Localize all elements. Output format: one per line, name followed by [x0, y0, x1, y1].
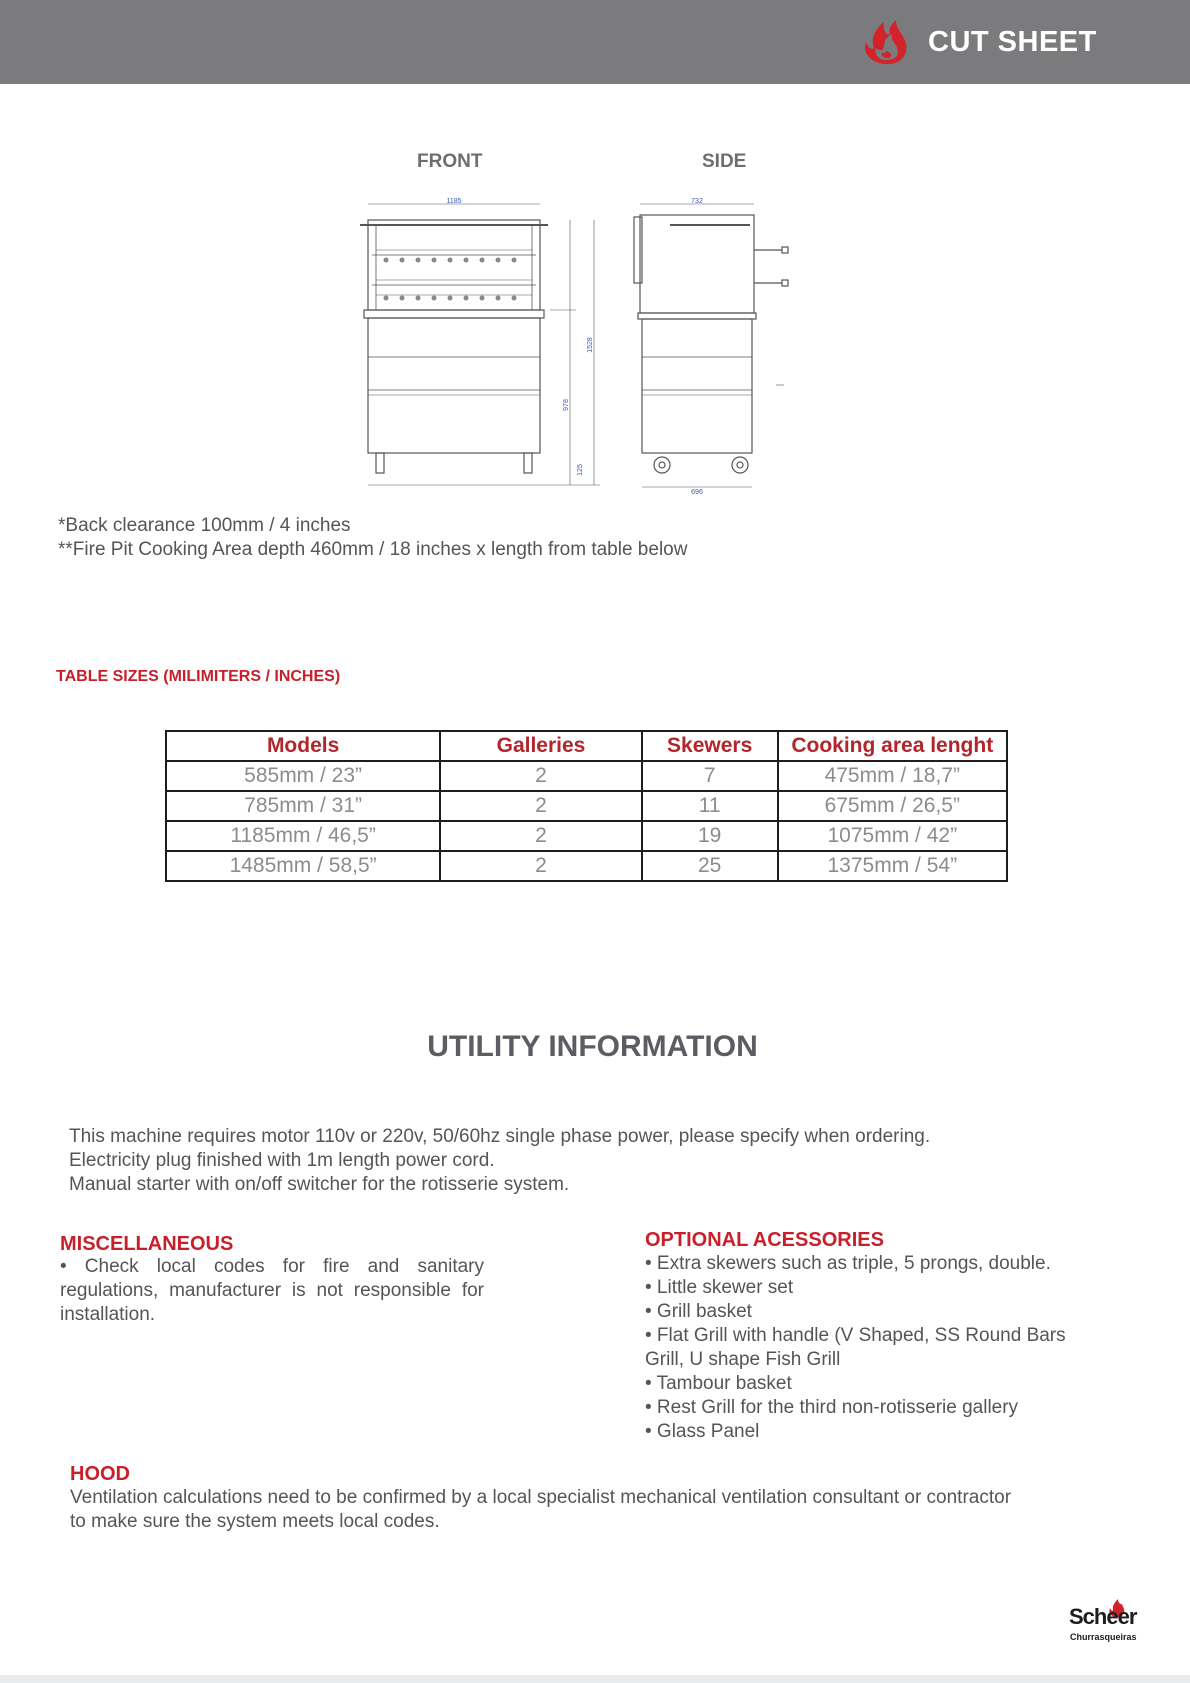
cell-galleries: 2 — [440, 821, 642, 851]
sizes-table — [165, 730, 1008, 882]
table-row — [166, 791, 1007, 821]
cell-skewers: 25 — [642, 851, 778, 881]
grill-technical-drawing — [350, 195, 820, 495]
header-skewers: Skewers — [642, 731, 778, 761]
utility-line: Electricity plug finished with 1m length power cord. — [69, 1150, 495, 1171]
dim-front-height: 1528 — [587, 337, 594, 353]
cell-skewers: 7 — [642, 761, 778, 791]
note-back-clearance: *Back clearance 100mm / 4 inches — [58, 515, 351, 536]
logo-name: Scheer — [1069, 1604, 1137, 1629]
cell-galleries: 2 — [440, 851, 642, 881]
page-title: CUT SHEET — [928, 26, 1097, 58]
list-item: • Rest Grill for the third non-rotisserie gallery — [645, 1397, 1019, 1418]
list-item: Grill, U shape Fish Grill — [645, 1349, 841, 1370]
hood-line: Ventilation calculations need to be confirmed by a local specialist mechanical ventilation consultant or contractor — [70, 1487, 1012, 1508]
list-item: • Tambour basket — [645, 1373, 792, 1394]
utility-line: This machine requires motor 110v or 220v, 50/60hz single phase power, please specify when ordering. — [69, 1126, 931, 1147]
cell-cooking-area: 475mm / 18,7” — [778, 761, 1007, 791]
utility-line: Manual starter with on/off switcher for the rotisserie system. — [69, 1174, 570, 1195]
cell-cooking-area: 1375mm / 54” — [778, 851, 1007, 881]
optional-list — [645, 1252, 1066, 1444]
hood-text — [70, 1486, 1011, 1534]
table-row — [166, 851, 1007, 881]
dim-side-bottom: 696 — [691, 489, 703, 495]
list-item: • Extra skewers such as triple, 5 prongs, double. — [645, 1253, 1051, 1274]
cell-skewers: 19 — [642, 821, 778, 851]
cell-galleries: 2 — [440, 791, 642, 821]
dim-front-width: 1185 — [446, 198, 462, 205]
cell-skewers: 11 — [642, 791, 778, 821]
table-header-row — [166, 731, 1007, 761]
hood-title: HOOD — [70, 1463, 130, 1485]
header-bar — [0, 0, 1190, 84]
header-models: Models — [166, 731, 440, 761]
note-cooking-area: **Fire Pit Cooking Area depth 460mm / 18 inches x length from table below — [58, 539, 688, 560]
scheer-logo — [1066, 1598, 1136, 1648]
hood-line: to make sure the system meets local codes. — [70, 1511, 440, 1532]
header-galleries: Galleries — [440, 731, 642, 761]
flame-icon — [858, 18, 914, 66]
table-title: TABLE SIZES (MILIMITERS / INCHES) — [56, 668, 341, 685]
front-view-label: FRONT — [417, 151, 483, 172]
dim-front-wheel: 125 — [577, 464, 584, 476]
misc-text: • Check local codes for fire and sanitary regulations, manufacturer is not responsible for installation. — [60, 1256, 484, 1325]
utility-title: UTILITY INFORMATION — [427, 1030, 758, 1063]
list-item: • Grill basket — [645, 1301, 752, 1322]
list-item: • Glass Panel — [645, 1421, 760, 1442]
cell-model: 785mm / 31” — [166, 791, 440, 821]
list-item: • Little skewer set — [645, 1277, 794, 1298]
cell-model: 1185mm / 46,5” — [166, 821, 440, 851]
cell-galleries: 2 — [440, 761, 642, 791]
list-item: • Flat Grill with handle (V Shaped, SS Round Bars — [645, 1325, 1066, 1346]
misc-title: MISCELLANEOUS — [60, 1233, 234, 1255]
utility-text — [69, 1125, 930, 1197]
cell-cooking-area: 1075mm / 42” — [778, 821, 1007, 851]
table-row — [166, 821, 1007, 851]
dim-side-top: 732 — [691, 198, 703, 205]
logo-subtitle: Churrasqueiras — [1070, 1632, 1137, 1642]
dim-front-body: 978 — [563, 399, 570, 411]
cell-model: 1485mm / 58,5” — [166, 851, 440, 881]
optional-title: OPTIONAL ACESSORIES — [645, 1229, 884, 1251]
side-view-label: SIDE — [702, 151, 747, 172]
cell-cooking-area: 675mm / 26,5” — [778, 791, 1007, 821]
cell-model: 585mm / 23” — [166, 761, 440, 791]
bottom-bar — [0, 1675, 1190, 1683]
header-cooking-area: Cooking area lenght — [778, 731, 1007, 761]
table-row — [166, 761, 1007, 791]
